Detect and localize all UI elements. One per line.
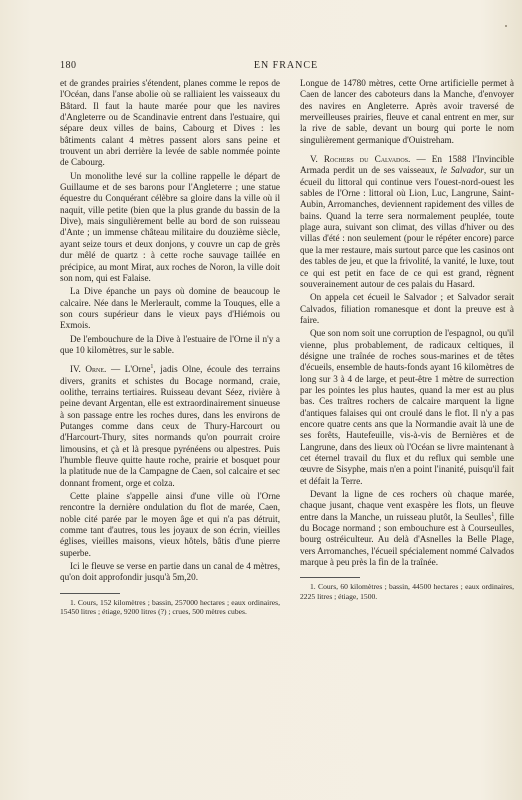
running-title: EN FRANCE	[253, 60, 319, 71]
running-header	[60, 60, 512, 74]
section-paragraph-calvados	[300, 154, 514, 290]
page-number: 180	[60, 60, 77, 71]
section-body: , sur un écueil du littoral qui continue vers l'ouest-nord-ouest les sables de l'Orne : littoral où Lion, Luc, Langrune, Saint-Aubin, Arromanches, deviennent rapidement des villes de bains. Quand la terre sera normalement peuplée, toute plage aura, suivant son climat, des villas d'hiver ou des villas d'été : non seulement (pour le répéter encore) parce que la mer restaure, mais surtout parce que les casinos ont des tables de jeu, et que la frivolité, la vanité, le luxe, tout ce qui est petit en face de ce qui est grand, règnent souverainement autour de ces palais du Hasard.	[300, 165, 514, 289]
footnote: 1. Cours, 152 kilomètres ; bassin, 257000 hectares ; eaux ordinaires, 15450 litres ; étiage, 9200 litres (?) ; crues, 500 mètres cubes.	[60, 597, 280, 616]
paragraph: Un monolithe levé sur la colline rappelle le départ de Guillaume et de ses barons pour l'Angleterre ; une statue équestre du Conquérant célèbre sa gloire dans la ville où il naquit, ville petite (bien que la plus grande du bassin de la Dive), mais singulièrement belle au bord de son ruisseau d'Ante ; un immense château militaire du douzième siècle, ayant seize tours et deux donjons, y couvre un cap de grès dur mêlé de quartz : à cette roche sauvage taillée en précipice, au mont Mirat, aux roches de Noron, la ville doit son nom, qui est Falaise.	[60, 170, 280, 283]
section-lead: — L'Orne	[106, 364, 151, 375]
paragraph	[300, 489, 514, 568]
section-title: Orne.	[85, 364, 107, 375]
section-paragraph-orne	[60, 364, 280, 489]
paragraph-text: , fille du Bocage normand ; son embouchure est à Courseulles, bourg ostréiculteur. Au delà d'Asnelles la Belle Plage, vers Arromanches, l'écueil spécialement nommé Calvados marque à peu près la fin de la traînée.	[300, 511, 515, 568]
footnote-ref: 1	[150, 364, 154, 371]
paragraph: De l'embouchure de la Dive à l'estuaire de l'Orne il n'y a que 10 kilomètres, sur le sable.	[60, 333, 280, 355]
paper-speck	[505, 25, 507, 27]
paragraph: Longue de 14780 mètres, cette Orne artificielle permet à Caen de lancer des caboteurs dans la Manche, d'envoyer des navires en Angleterre. Après avoir traversé de merveilleuses prairies, fleuve et canal entrent en mer, sur la rive de sable, devant un bourg qui porte le nom singulièrement germanique d'Ouistreham.	[300, 78, 514, 145]
section-body: — En 1588 l'Invincible Armada perdit un de ses vaisseaux,	[300, 154, 515, 176]
paragraph: Ici le fleuve se verse en partie dans un canal de 4 mètres, qu'on doit approfondir jusqu'à 5m,20.	[60, 561, 280, 583]
paragraph: La Dive épanche un pays où domine de beaucoup le calcaire. Née dans le Merlerault, comme la Touques, elle a son cours supérieur dans le vieux pays d'Hiémois ou Exmois.	[60, 286, 280, 331]
paragraph: On appela cet écueil le Salvador ; et Salvador serait Calvados, filiation romanesque et dont la preuve est à faire.	[300, 292, 514, 325]
right-column	[300, 78, 514, 603]
paragraph-text: Devant la ligne de ces rochers où chaque marée, chaque jusant, chaque vent exaspère les flots, un fleuve entre dans la Manche, un ruisseau plutôt, la Seulles	[300, 489, 514, 522]
paragraph: Que son nom soit une corruption de l'espagnol, ou qu'il vienne, plus probablement, de radicaux celtiques, il désigne une traînée de roches sous-marines et de têtes d'écueils, ensemble de hauts-fonds ayant 16 kilomètres de long sur 3 à 4 de large, et peut-être 1 mètre de surrection par les pointes les plus hautes, quand la mer est au plus bas. Ces traîtres rochers de calcaire marquent la ligne d'antiques falaises qui ont croulé dans le flot. Il n'y a pas encore quatre cents ans que la Normandie avait là une de ses forêts, Hautefeuille, vis-à-vis de Bernières et de Langrune, dans des lieux où l'Océan se livre maintenant à cet éternel travail du flux et du reflux qui semble une œuvre de Sisyphe, mais n'en a point l'inanité, puisqu'il fait et défait la Terre.	[300, 328, 514, 486]
left-column	[60, 78, 280, 618]
ship-name: le Salvador	[440, 165, 484, 176]
paragraph: Cette plaine s'appelle ainsi d'une ville où l'Orne rencontre la dernière ondulation du flot de marée, Caen, noble cité parée par le moyen âge et qui n'a pas détruit, comme tant d'autres, tous les joyaux de son écrin, vieilles églises, vieilles maisons, vieux hôtels, bâtis d'une pierre superbe.	[60, 491, 280, 558]
section-body: , jadis Olne, écoule des terrains divers, granits et schistes du Bocage normand, craie, oolithe, terrains tertiaires. Ruisseau devant Séez, rivière à peine devant Argentan, elle est extraordinairement sinueuse à son passage entre les roches dures, dans les environs de Putanges comme dans ceux de Thury-Harcourt ou d'Harcourt-Thury, sites normands qu'on pourrait croire limousins, et çà et là presque pyrénéens ou alpestres. Puis l'humble fleuve quitte haute roche, prairie et bosquet pour la platitude nue de la Campagne de Caen, sol calcaire et sec donnant froment, orge et colza.	[60, 364, 281, 488]
footnote-ref: 1	[491, 511, 495, 518]
section-number: V.	[310, 154, 318, 165]
section-number: IV.	[70, 364, 81, 375]
footnote-rule	[60, 593, 120, 594]
footnote-rule	[300, 577, 360, 578]
footnote: 1. Cours, 60 kilomètres ; bassin, 44500 hectares ; eaux ordinaires, 2225 litres ; étiage, 1500.	[300, 582, 514, 601]
paragraph: et de grandes prairies s'étendent, planes comme le repos de l'Océan, dans l'anse abolie où se ralliaient les vaisseaux du Bâtard. Il faut la haute marée pour que les navires d'Angleterre ou de Scandinavie entrent dans l'estuaire, qui sépare deux villes de bains, Cabourg et Dives : les bâtiments calant 4 mètres passent alors sans peine et trouvent un abri derrière la levée de sable nommée pointe de Cabourg.	[60, 78, 280, 168]
section-title: Rochers du Calvados.	[323, 154, 411, 165]
